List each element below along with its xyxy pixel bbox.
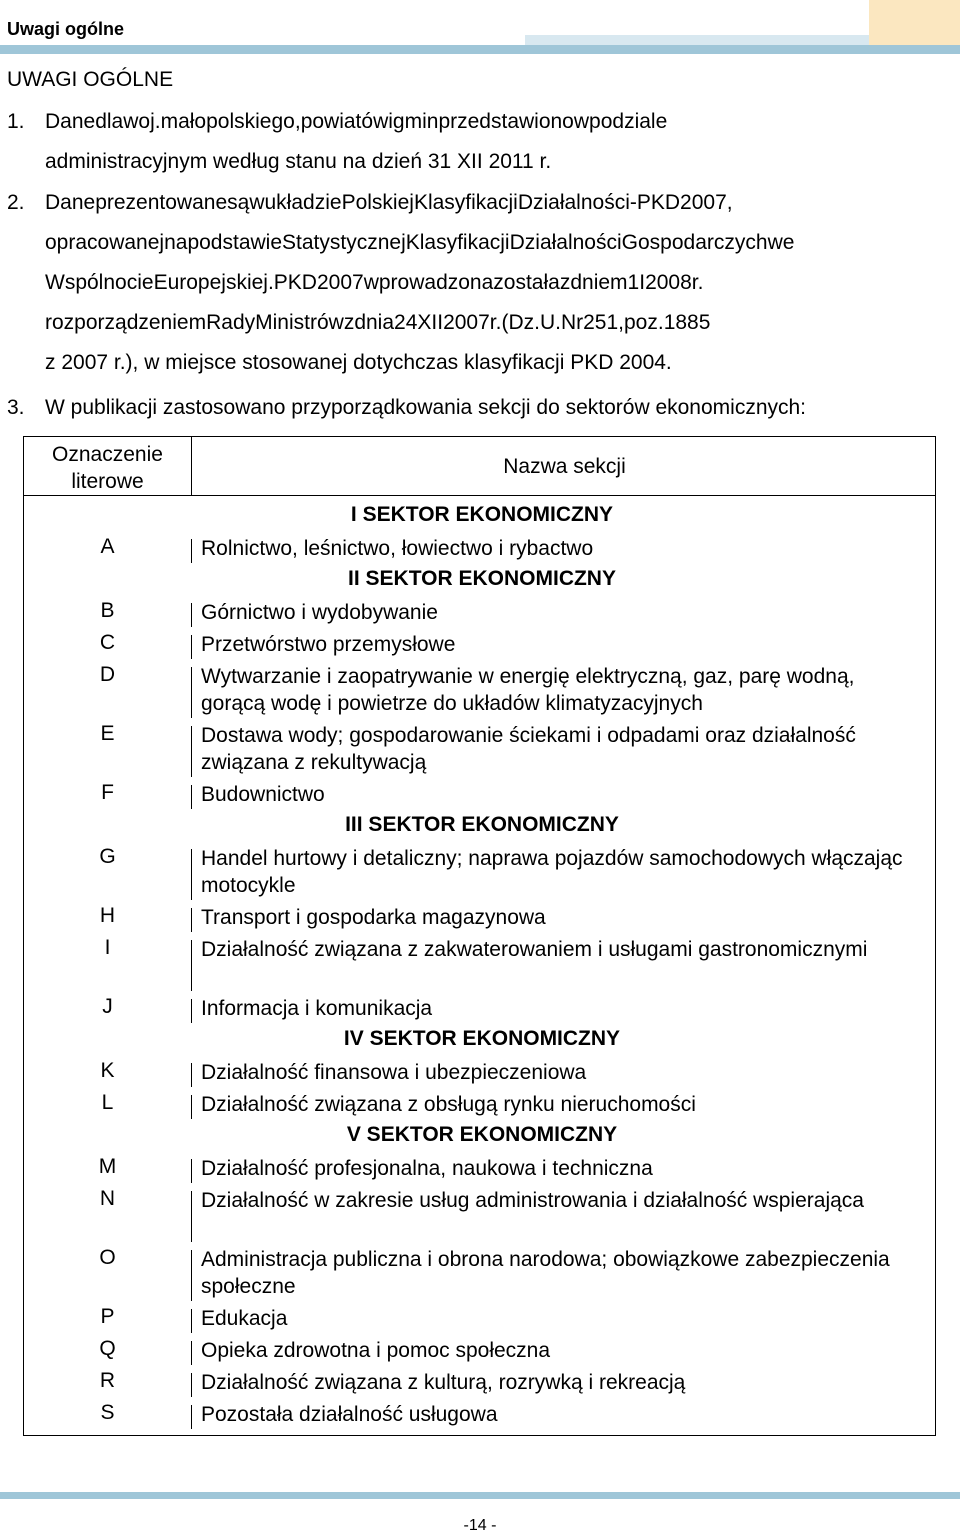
row-divider [191, 1373, 192, 1397]
paragraph-line: WspólnocieEuropejskiej.PKD2007wprowadzonazostałazdniem1I2008r. [45, 271, 704, 294]
section-name: Działalność związana z obsługą rynku nieruchomości [201, 1093, 696, 1116]
section-name: Dostawa wody; gospodarowanie ściekami i odpadami oraz działalność związana z rekultywacją [201, 724, 856, 774]
section-name: Wytwarzanie i zaopatrywanie w energię elektryczną, gaz, parę wodną, gorącą wodę i powietrze do układów klimatyzacyjnych [201, 665, 855, 715]
section-name: Edukacja [201, 1307, 288, 1330]
column-header-name: Nazwa sekcji [503, 455, 626, 478]
row-divider [191, 667, 192, 718]
row-divider [191, 940, 192, 991]
paragraph-line: DaneprezentowanesąwukładziePolskiejKlasyfikacjiDziałalności-PKD2007, [45, 191, 733, 214]
sector-heading: V SEKTOR EKONOMICZNY [346, 1123, 618, 1146]
word: podziale [589, 110, 668, 133]
section-code: I [104, 936, 111, 959]
row-divider [191, 785, 192, 809]
row-divider [191, 1159, 192, 1183]
column-header-code-line: literowe [71, 470, 144, 493]
section-code: D [99, 663, 116, 686]
section-name: Rolnictwo, leśnictwo, łowiectwo i rybactwo [201, 537, 594, 560]
section-name: Przetwórstwo przemysłowe [201, 633, 456, 656]
section-title: UWAGI OGÓLNE [7, 68, 174, 91]
row-divider [191, 726, 192, 777]
section-code: G [99, 845, 116, 868]
header-decoration-box [869, 0, 960, 45]
word: i [388, 110, 393, 133]
header-rule [0, 45, 960, 54]
word: Dane [45, 110, 96, 133]
paragraph-3 [7, 388, 957, 428]
section-name: Transport i gospodarka magazynowa [201, 906, 546, 929]
row-divider [191, 539, 192, 563]
row-divider [191, 635, 192, 659]
column-header-code [24, 441, 191, 495]
section-code: P [100, 1305, 115, 1328]
section-code: J [102, 995, 113, 1018]
section-name: Pozostała działalność usługowa [201, 1403, 498, 1426]
word: małopolskiego, [160, 110, 301, 133]
column-header-code-line: Oznaczenie [52, 443, 163, 466]
word: woj. [123, 110, 161, 133]
section-code: C [99, 631, 116, 654]
word: gmin [392, 110, 439, 133]
paragraph-number: 3. [7, 396, 25, 419]
word: w [573, 110, 590, 133]
running-header-title: Uwagi ogólne [7, 19, 124, 39]
paragraph-line: W publikacji zastosowano przyporządkowania sekcji do sektorów ekonomicznych: [45, 396, 807, 419]
section-code: F [101, 781, 114, 804]
word: dla [95, 110, 124, 133]
section-code: N [99, 1187, 116, 1210]
paragraph-line: rozporządzeniemRadyMinistrówzdnia24XII2007r.(Dz.U.Nr251,poz.1885 [45, 311, 711, 334]
section-code: S [100, 1401, 115, 1424]
section-name: Informacja i komunikacja [201, 997, 433, 1020]
row-divider [191, 1341, 192, 1365]
section-code: M [98, 1155, 117, 1178]
section-code: B [100, 599, 115, 622]
section-code: E [100, 722, 115, 745]
section-name: Działalność w zakresie usług administrowania i działalność wspierająca [201, 1189, 864, 1212]
section-name: Opieka zdrowotna i pomoc społeczna [201, 1339, 551, 1362]
section-name: Handel hurtowy i detaliczny; naprawa pojazdów samochodowych włączając motocykle [201, 847, 903, 897]
row-divider [191, 1191, 192, 1242]
section-code: H [99, 904, 116, 927]
row-divider [191, 1063, 192, 1087]
paragraph-line: administracyjnym według stanu na dzień 31 XII 2011 r. [45, 150, 552, 173]
section-code: R [99, 1369, 116, 1392]
section-name: Administracja publiczna i obrona narodowa; obowiązkowe zabezpieczenia społeczne [201, 1248, 890, 1298]
sector-heading: III SEKTOR EKONOMICZNY [345, 813, 619, 836]
sector-heading: I SEKTOR EKONOMICZNY [350, 503, 614, 526]
row-divider [191, 1250, 192, 1301]
row-divider [191, 908, 192, 932]
paragraph-1 [7, 102, 957, 182]
section-name: Działalność finansowa i ubezpieczeniowa [201, 1061, 587, 1084]
section-code: Q [99, 1337, 116, 1360]
footer-rule [0, 1492, 960, 1499]
section-name: Działalność profesjonalna, naukowa i techniczna [201, 1157, 653, 1180]
paragraph-line: z 2007 r.), w miejsce stosowanej dotychczas klasyfikacji PKD 2004. [45, 351, 672, 374]
sector-heading: II SEKTOR EKONOMICZNY [348, 567, 616, 590]
word: przedstawiono [438, 110, 574, 133]
row-divider [191, 999, 192, 1023]
section-name: Budownictwo [201, 783, 325, 806]
paragraph-number: 2. [7, 191, 25, 214]
paragraph-line [45, 102, 958, 142]
row-divider [191, 1095, 192, 1119]
sector-table [23, 436, 936, 1436]
section-code: A [100, 535, 115, 558]
row-divider [191, 849, 192, 900]
row-divider [191, 603, 192, 627]
section-code: O [99, 1246, 116, 1269]
section-name: Górnictwo i wydobywanie [201, 601, 438, 624]
section-name: Działalność związana z zakwaterowaniem i usługami gastronomicznymi [201, 938, 868, 961]
word: powiatów [300, 110, 389, 133]
section-code: K [100, 1059, 115, 1082]
header-decoration-strip [525, 35, 869, 45]
section-code: L [101, 1091, 114, 1114]
paragraph-2 [7, 183, 957, 383]
header-rule [24, 495, 935, 496]
paragraph-line: opracowanejnapodstawieStatystycznejKlasyfikacjiDziałalnościGospodarczychwe [45, 231, 795, 254]
row-divider [191, 1405, 192, 1429]
row-divider [191, 1309, 192, 1333]
page-number: -14 - [463, 1517, 497, 1534]
section-name: Działalność związana z kulturą, rozrywką i rekreacją [201, 1371, 686, 1394]
paragraph-number: 1. [7, 110, 25, 133]
sector-heading: IV SEKTOR EKONOMICZNY [343, 1027, 621, 1050]
